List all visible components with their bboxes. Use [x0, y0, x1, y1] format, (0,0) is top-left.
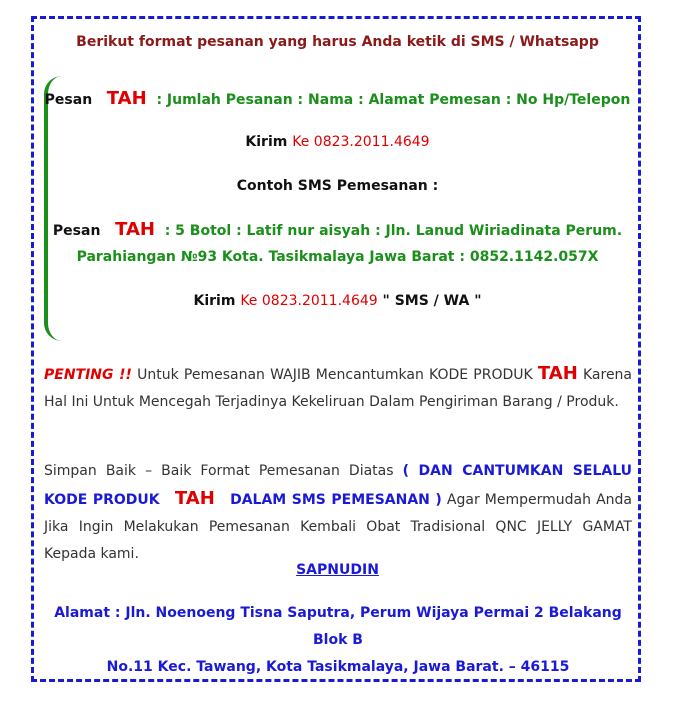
example-line-2: Parahiangan №93 Kota. Tasikmalaya Jawa Barat : 0852.1142.057X [76, 249, 599, 265]
format-fields: : Jumlah Pesanan : Nama : Alamat Pemesan : No Hp/Telepon [156, 92, 631, 108]
example-product-code: TAH [115, 219, 155, 240]
format-line [0, 88, 675, 109]
example-pesan-label: Pesan [52, 223, 101, 239]
simpan-blue-2: DALAM SMS PEMESANAN ) [230, 492, 442, 508]
penting-paragraph [44, 360, 632, 416]
address-line-2: No.11 Kec. Tawang, Kota Tasikmalaya, Jawa Barat. – 46115 [106, 659, 570, 675]
example-line-1 [0, 219, 675, 240]
simpan-blue-1: ( DAN CANTUMKAN SELALU KODE PRODUK [44, 463, 632, 508]
intro-text: Berikut format pesanan yang harus Anda ketik di SMS / Whatsapp [76, 34, 599, 50]
simpan-paragraph [44, 458, 632, 568]
product-code: TAH [106, 88, 147, 109]
kirim-example-label: Kirim [193, 293, 236, 309]
pesan-label: Pesan [44, 92, 93, 108]
kirim-example-line [0, 293, 675, 309]
simpan-text-2: Agar Mempermudah Anda Jika Ingin Melakukan Pemesanan Kembali Obat Tradisional QNC JELLY GAMAT Kepada kami. [44, 492, 632, 562]
address-block [44, 600, 632, 681]
simpan-text-1: Simpan Baik – Baik Format Pemesanan Diatas [44, 463, 394, 479]
simpan-code: TAH [174, 488, 215, 509]
kirim-line [0, 134, 675, 150]
penting-label: PENTING !! [44, 367, 132, 383]
address-line-1: Alamat : Jln. Noenoeng Tisna Saputra, Perum Wijaya Permai 2 Belakang Blok B [54, 605, 622, 648]
penting-code: TAH [537, 363, 578, 384]
contoh-title: Contoh SMS Pemesanan : [236, 178, 439, 194]
penting-text-2: Karena Hal Ini Untuk Mencegah Terjadinya Kekeliruan Dalam Pengiriman Barang / Produk. [44, 367, 633, 410]
signature-name: SAPNUDIN [296, 562, 379, 578]
kirim-suffix: " SMS / WA " [382, 293, 482, 309]
penting-text-1: Untuk Pemesanan WAJIB Mencantumkan KODE PRODUK [137, 367, 533, 383]
kirim-example-number: Ke 0823.2011.4649 [240, 293, 378, 309]
kirim-label: Kirim [245, 134, 288, 150]
kirim-number: Ke 0823.2011.4649 [292, 134, 430, 150]
example-text-1: : 5 Botol : Latif nur aisyah : Jln. Lanud Wiriadinata Perum. [164, 223, 623, 239]
